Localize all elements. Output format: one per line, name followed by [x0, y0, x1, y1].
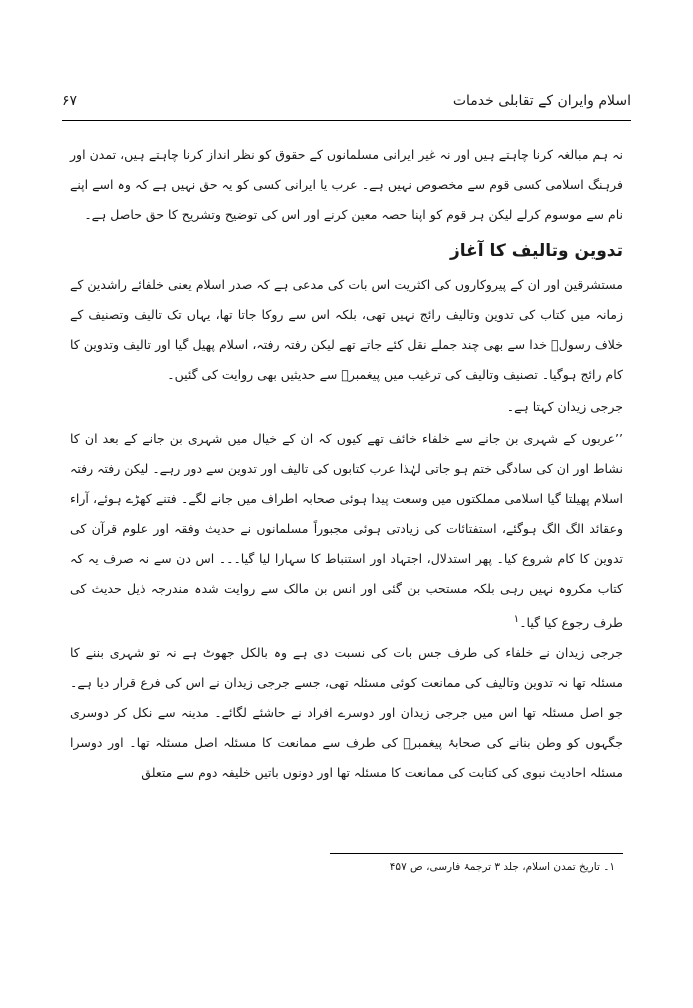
quote-text: ’’عربوں کے شہری بن جانے سے خلفاء خائف تھے کیوں کہ ان کے خیال میں شہری بن جانے کے بعد ان کا نشاط اور ان کی سادگی ختم ہو جاتی لہٰذا عرب کتابوں کی تالیف اور تدوین سے دور رہے۔ لیکن رفتہ رفتہ اسلام پھیلتا گیا اسلامی مملکتوں میں وسعت پیدا ہوئی صحابہ اطراف میں جانے لگے۔ فتنے کھڑے ہوئے، آراء وعقائد الگ الگ ہوگئے، استفتائات کی زیادتی ہوئی مجبوراً مسلمانوں نے حدیث وفقہ اور علوم قرآن کی تدوین کا کام شروع کیا۔ پھر استدلال، اجتہاد اور استنباط کا سہارا لیا گیا۔۔۔ اس دن سے نہ صرف یہ کہ کتاب مکروہ نہیں رہی بلکہ مستحب بن گئی اور انس بن مالک سے روایت شدہ مندرجہ ذیل حدیث کی طرف رجوع کیا گیا۔	[70, 431, 623, 631]
footnote-marker: ۱	[513, 613, 520, 625]
paragraph-1: نہ ہم مبالغہ کرنا چاہتے ہیں اور نہ غیر ایرانی مسلمانوں کے حقوق کو نظر انداز کرنا چاہتے ہیں، تمدن اور فرہنگ اسلامی کسی قوم سے مخصوص نہیں ہے۔ عرب یا ایرانی کسی کو یہ حق نہیں ہے کہ وہ اسے اپنے نام سے موسوم کرلے لیکن ہر قوم کو اپنا حصہ معین کرنے اور اس کی توضیح وتشریح کا حق حاصل ہے۔	[70, 147, 623, 222]
footnote: ۱۔ تاریخ تمدن اسلام، جلد ۳ ترجمۂ فارسی، ص ۴۵۷	[389, 861, 615, 873]
body-text	[70, 140, 623, 788]
header-divider	[62, 120, 631, 121]
section-heading: تدوین وتالیف کا آغاز	[450, 241, 623, 261]
quoted-passage	[70, 424, 623, 638]
footnote-divider	[330, 853, 623, 854]
page-header	[62, 88, 631, 114]
quote-intro: جرجی زیدان کہتا ہے۔	[506, 399, 623, 414]
paragraph-2: مستشرقین اور ان کے پیروکاروں کی اکثریت اس بات کی مدعی ہے کہ صدر اسلام یعنی خلفائے راشدین کے زمانہ میں کتاب کی تدوین وتالیف رائج نہیں تھی، بلکہ اس سے روکا جاتا تھا، یہاں تک تالیف وتصنیف کے خلاف رسولؐ خدا سے بھی چند جملے نقل کئے جاتے تھے لیکن رفتہ رفتہ، اسلام پھیل گیا اور تالیف وتدوین کا کام رائج ہوگیا۔ تصنیف وتالیف کی ترغیب میں پیغمبرؐ سے حدیثیں بھی روایت کی گئیں۔	[70, 277, 623, 382]
running-title: اسلام وایران کے تقابلی خدمات	[452, 93, 631, 109]
page-number: ۶۷	[62, 93, 78, 109]
paragraph-3: جرجی زیدان نے خلفاء کی طرف جس بات کی نسبت دی ہے وہ بالکل جھوٹ ہے نہ تو شہری بننے کا مسئلہ تھا نہ تدوین وتالیف کی ممانعت کوئی مسئلہ تھی، جسے جرجی زیدان نے اس کی فرع قرار دیا ہے۔ جو اصل مسئلہ تھا اس میں جرجی زیدان اور دوسرے افراد نے حاشئے لگائے۔ مدینہ سے نکل کر دوسری جگہوں کو وطن بنانے کی صحابۂ پیغمبرؐ کی طرف سے ممانعت کا مسئلہ اصل مسئلہ تھا۔ اور دوسرا مسئلہ احادیث نبوی کی کتابت کی ممانعت کا مسئلہ تھا اور دونوں باتیں خلیفہ دوم سے متعلق	[70, 645, 623, 781]
